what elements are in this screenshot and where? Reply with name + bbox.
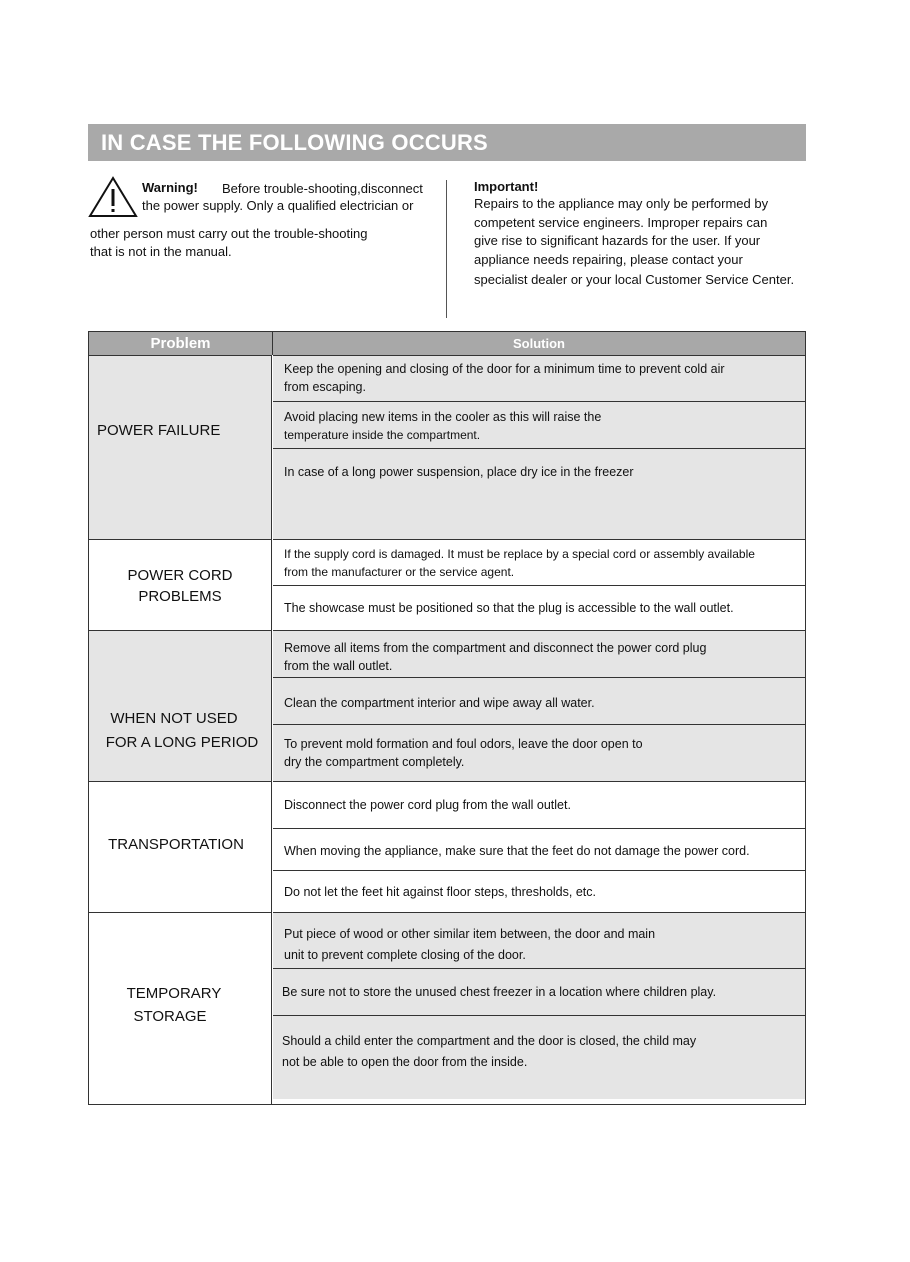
solution-text: Be sure not to store the unused chest freezer in a location where children play. xyxy=(282,985,717,999)
problem-label: PROBLEMS xyxy=(138,588,222,605)
warning-triangle-icon xyxy=(88,176,138,218)
solution-text: Remove all items from the compartment and disconnect the power cord plug xyxy=(284,641,707,655)
solution-cell xyxy=(273,870,805,912)
solution-cell xyxy=(273,401,805,448)
solution-cell xyxy=(273,781,805,828)
important-line: give rise to significant hazards for the user. If your xyxy=(474,233,761,248)
important-line: specialist dealer or your local Customer Service Center. xyxy=(474,272,795,287)
solution-cell xyxy=(273,448,805,539)
solution-cell xyxy=(273,724,805,781)
solution-cell xyxy=(273,539,805,585)
problem-column-header: Problem xyxy=(89,332,273,355)
problem-cell-not-used xyxy=(89,630,272,781)
warning-line-2: the power supply. Only a qualified electrician or xyxy=(142,198,414,213)
problem-cell-power-cord xyxy=(89,539,272,630)
solution-text: dry the compartment completely. xyxy=(284,755,465,769)
problem-label: TRANSPORTATION xyxy=(108,836,244,853)
problem-cell-transportation xyxy=(89,781,272,912)
problem-label: POWER CORD xyxy=(127,567,233,584)
solution-text: Do not let the feet hit against floor steps, thresholds, etc. xyxy=(284,885,596,899)
important-line: Repairs to the appliance may only be performed by xyxy=(474,196,769,211)
solution-cell xyxy=(273,912,805,968)
column-divider xyxy=(446,180,447,318)
solution-text: The showcase must be positioned so that the plug is accessible to the wall outlet. xyxy=(284,601,734,615)
solution-cell xyxy=(273,585,805,630)
warning-title: Warning! xyxy=(142,180,198,195)
solution-text: temperature inside the compartment. xyxy=(284,428,481,442)
problem-label: FOR A LONG PERIOD xyxy=(105,734,259,751)
solution-text: Clean the compartment interior and wipe away all water. xyxy=(284,696,595,710)
solution-text: In case of a long power suspension, place dry ice in the freezer xyxy=(284,465,634,479)
solution-text: from escaping. xyxy=(284,380,366,394)
solution-text: To prevent mold formation and foul odors, leave the door open to xyxy=(284,737,643,751)
solution-text: not be able to open the door from the inside. xyxy=(282,1055,528,1069)
solution-cell xyxy=(273,1015,805,1099)
solution-text: When moving the appliance, make sure that the feet do not damage the power cord. xyxy=(284,844,750,858)
solution-cell xyxy=(273,968,805,1015)
solution-text: Disconnect the power cord plug from the wall outlet. xyxy=(284,798,571,812)
problem-label: TEMPORARY xyxy=(126,985,222,1002)
troubleshooting-table xyxy=(88,331,806,1105)
warning-line-3: other person must carry out the trouble-shooting xyxy=(90,226,368,241)
solution-text: from the wall outlet. xyxy=(284,659,393,673)
important-title: Important! xyxy=(474,179,539,194)
warning-line-1: Before trouble-shooting,disconnect xyxy=(222,181,423,196)
page-title: IN CASE THE FOLLOWING OCCURS xyxy=(88,124,806,161)
problem-label: WHEN NOT USED xyxy=(110,710,238,727)
problem-label: STORAGE xyxy=(133,1008,207,1025)
solution-cell xyxy=(273,677,805,724)
solution-column-header: Solution xyxy=(273,332,805,355)
solution-text: unit to prevent complete closing of the door. xyxy=(284,948,526,962)
solution-cell xyxy=(273,828,805,870)
solution-text: Put piece of wood or other similar item between, the door and main xyxy=(284,927,656,941)
important-line: appliance needs repairing, please contact your xyxy=(474,252,743,267)
solution-text: Should a child enter the compartment and the door is closed, the child may xyxy=(282,1034,697,1048)
problem-label: POWER FAILURE xyxy=(97,422,221,439)
solution-cell xyxy=(273,630,805,677)
problem-cell-temporary-storage xyxy=(89,912,272,1104)
solution-text: If the supply cord is damaged. It must be replace by a special cord or assembly available xyxy=(284,547,755,561)
solution-cell xyxy=(273,355,805,401)
solution-text: from the manufacturer or the service agent. xyxy=(284,565,515,579)
problem-cell-power-failure xyxy=(89,355,272,539)
warning-line-4: that is not in the manual. xyxy=(90,244,232,259)
important-line: competent service engineers. Improper repairs can xyxy=(474,215,768,230)
solution-text: Avoid placing new items in the cooler as this will raise the xyxy=(284,410,602,424)
solution-text: Keep the opening and closing of the door for a minimum time to prevent cold air xyxy=(284,362,725,376)
